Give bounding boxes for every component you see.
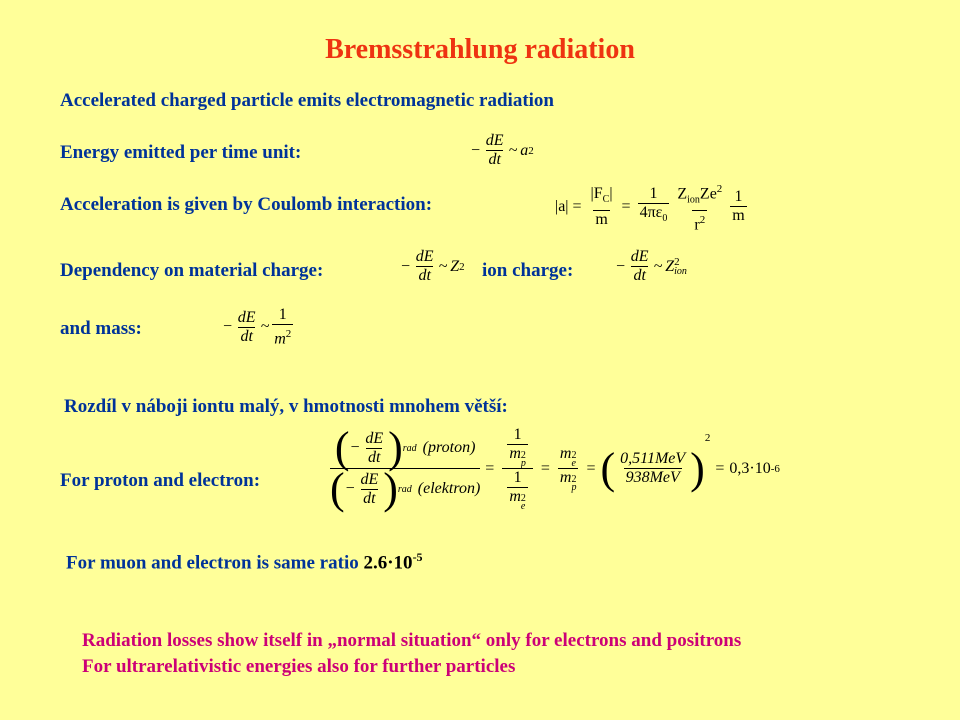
- page-title: Bremsstrahlung radiation: [325, 34, 635, 65]
- statement-czech: Rozdíl v náboji iontu malý, v hmotnosti mnohem větší:: [64, 396, 508, 417]
- statement-acceleration: Acceleration is given by Coulomb interaction:: [60, 194, 433, 215]
- equation-coulomb: |a| = $\frac{|F_C|}{m}$ = $\frac{1}{4\pi\varepsilon_0}$ $\frac{Z_{ion}Ze^2}{r^2}$ $\frac{1}{m}$: [555, 183, 745, 233]
- note-ultrarelativistic: For ultrarelativistic energies also for further particles: [82, 656, 516, 677]
- equation-material-charge: − $\frac{dE}{dt}$ ~ Z 2: [400, 248, 465, 284]
- eq-minus: −: [470, 141, 481, 159]
- statement-energy: Energy emitted per time unit:: [60, 142, 302, 163]
- statement-proton-electron: For proton and electron:: [60, 470, 261, 491]
- statement-material-charge: Dependency on material charge:: [60, 260, 324, 281]
- eq-fraction-dEdt: $\frac{dE}{dt}$: [485, 132, 504, 168]
- statement-muon-electron: For muon and electron is same ratio $2.6\cdot 10^{-5}$: [66, 550, 423, 574]
- statement-accelerated: Accelerated charged particle emits electromagnetic radiation: [60, 90, 554, 111]
- equation-energy: − $\frac{dE}{dt}$ ~ a 2: [470, 132, 534, 168]
- equation-ion-charge: − $\frac{dE}{dt}$ ~ Z 2 ion: [615, 248, 687, 284]
- ratio-fraction: ( − $\frac{dE}{dt}$ ) rad (proton) ( − $\frac{dE}{dt}$ ) rad (elektron): [330, 423, 481, 513]
- equation-mass: − $\frac{dE}{dt}$ ~ $\frac{1}{m^2}$: [222, 306, 292, 348]
- statement-ion-charge: ion charge:: [482, 260, 574, 281]
- equation-proton-electron: ( − $\frac{dE}{dt}$ ) rad (proton) ( − $\frac{dE}{dt}$ ) rad (elektron) = 1 m 2 p 1 m 2 e = m 2 e m 2 p = ( $\frac{\text{0,511MeV}}{\text{938MeV}}$ ) 2 = 0,3·10 -6: [330, 423, 780, 513]
- note-electrons-positrons: Radiation losses show itself in „normal situation“ only for electrons and positrons: [82, 630, 742, 651]
- statement-mass: and mass:: [60, 318, 142, 339]
